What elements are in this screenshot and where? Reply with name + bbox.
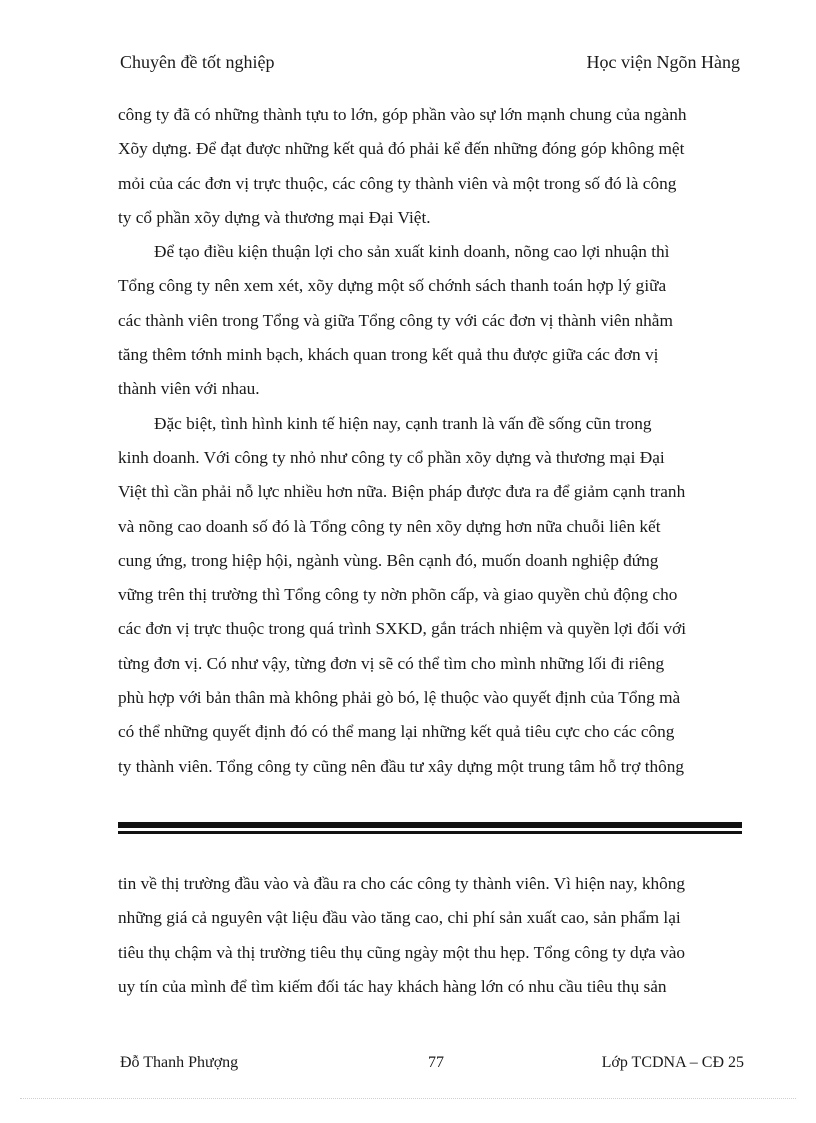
header-right-title: Học viện Ngõn Hàng — [586, 52, 740, 72]
body-line: từng đơn vị. Có như vậy, từng đơn vị sẽ có thể tìm cho mình những lối đi riêng — [118, 653, 665, 673]
rule-thin-line — [118, 831, 742, 834]
body-line: Tổng công ty nên xem xét, xõy dựng một số chớnh sách thanh toán hợp lý giữa — [118, 276, 667, 296]
body-text-block-continued — [118, 867, 740, 1004]
body-line: Việt thì cần phải nỗ lực nhiều hơn nữa. Biện pháp được đưa ra để giảm cạnh tranh — [118, 482, 686, 502]
header-left-title: Chuyên đề tốt nghiệp — [120, 52, 275, 72]
body-line: ty cổ phần xõy dựng và thương mại Đại Việt. — [118, 207, 431, 227]
page-bottom-edge — [20, 1098, 796, 1099]
body-line: kinh doanh. Với công ty nhỏ như công ty cổ phần xõy dựng và thương mại Đại — [118, 447, 665, 467]
body-line: các đơn vị trực thuộc trong quá trình SXKD, gắn trách nhiệm và quyền lợi đối với — [118, 619, 687, 639]
body-line: mỏi của các đơn vị trực thuộc, các công ty thành viên và một trong số đó là công — [118, 173, 677, 193]
body-line: thành viên với nhau. — [118, 379, 260, 399]
body-line: có thể những quyết định đó có thể mang lại những kết quả tiêu cực cho các công — [118, 722, 675, 742]
body-text-block — [118, 98, 740, 784]
body-line: cung ứng, trong hiệp hội, ngành vùng. Bên cạnh đó, muốn doanh nghiệp đứng — [118, 550, 659, 570]
footer-page-number: 77 — [428, 1054, 444, 1071]
body-line: những giá cả nguyên vật liệu đầu vào tăng cao, chi phí sản xuất cao, sản phẩm lại — [118, 908, 681, 928]
footer-class-label: Lớp TCDNA – CĐ 25 — [601, 1054, 744, 1071]
body-line: Đặc biệt, tình hình kinh tế hiện nay, cạnh tranh là vấn đề sống cũn trong — [154, 413, 652, 433]
body-line: ty thành viên. Tổng công ty cũng nên đầu tư xây dựng một trung tâm hỗ trợ thông — [118, 756, 685, 776]
body-line: phù hợp với bản thân mà không phải gò bó, lệ thuộc vào quyết định của Tổng mà — [118, 688, 681, 708]
body-line: Để tạo điều kiện thuận lợi cho sản xuất kinh doanh, nõng cao lợi nhuận thì — [154, 242, 670, 262]
body-line: các thành viên trong Tổng và giữa Tổng công ty với các đơn vị thành viên nhằm — [118, 310, 673, 330]
footer-author: Đỗ Thanh Phượng — [120, 1054, 239, 1071]
body-line: vững trên thị trường thì Tổng công ty nờn phõn cấp, và giao quyền chủ động cho — [118, 585, 678, 605]
body-line: uy tín của mình để tìm kiếm đối tác hay khách hàng lớn có nhu cầu tiêu thụ sản — [118, 976, 667, 996]
body-line: tin về thị trường đầu vào và đầu ra cho các công ty thành viên. Vì hiện nay, không — [118, 874, 686, 893]
body-line: công ty đã có những thành tựu to lớn, góp phần vào sự lớn mạnh chung của ngành — [118, 105, 687, 124]
page-header — [120, 52, 740, 73]
page-break-rule — [118, 822, 742, 834]
body-line: và nõng cao doanh số đó là Tổng công ty nên xõy dựng hơn nữa chuỗi liên kết — [118, 516, 661, 536]
body-line: tiêu thụ chậm và thị trường tiêu thụ cũng ngày một thu hẹp. Tổng công ty dựa vào — [118, 942, 686, 962]
body-line: tăng thêm tớnh minh bạch, khách quan trong kết quả thu được giữa các đơn vị — [118, 345, 659, 365]
body-line: Xõy dựng. Để đạt được những kết quả đó phải kể đến những đóng góp không mệt — [118, 139, 685, 159]
